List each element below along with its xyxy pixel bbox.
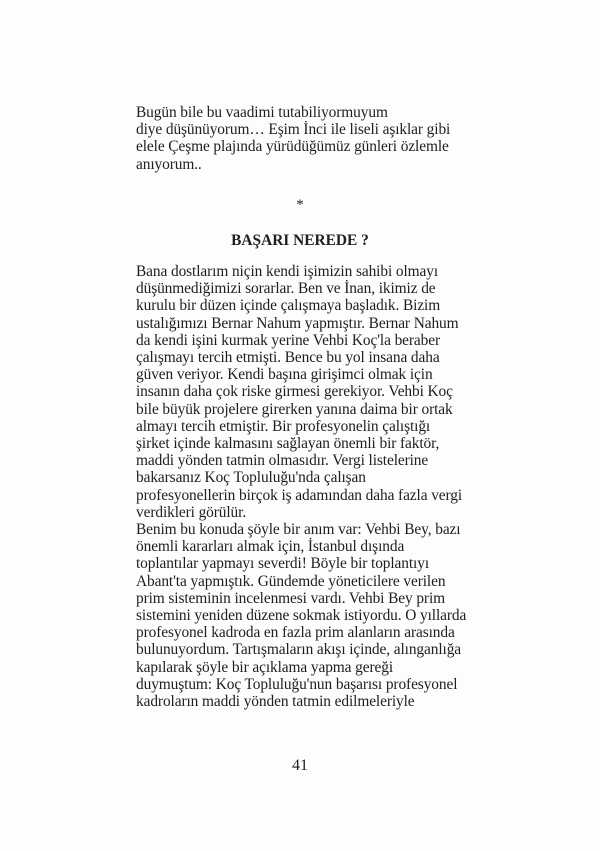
text-line: profesyonel kadroda en fazla prim alanların arasında bbox=[136, 624, 455, 642]
text-line: maddi yönden tatmin olmasıdır. Vergi listelerine bbox=[136, 452, 429, 470]
text-line: diye düşünüyorum… Eşim İnci ile liseli aşıklar gibi bbox=[136, 121, 451, 139]
section-separator: * bbox=[296, 197, 304, 213]
text-line: ustalığımızı Bernar Nahum yapmıştır. Bernar Nahum bbox=[136, 314, 459, 332]
text-line: da kendi işini kurmak yerine Vehbi Koç'la beraber bbox=[136, 331, 441, 349]
text-line: Bana dostlarım niçin kendi işimizin sahibi olmayı bbox=[136, 263, 439, 280]
text-line: almayı tercih etmiştir. Bir profesyonelin çalıştığı bbox=[136, 417, 431, 435]
text-line: çalışmayı tercih etmişti. Bence bu yol insana daha bbox=[136, 349, 440, 367]
page-number: 41 bbox=[292, 757, 308, 774]
text-line: prim sisteminin incelenmesi vardı. Vehbi Bey prim bbox=[136, 589, 445, 607]
text-line: sistemini yeniden düzene sokmak istiyordu. O yıllarda bbox=[136, 607, 467, 625]
text-line: kadroların maddi yönden tatmin edilmeleriyle bbox=[136, 693, 415, 711]
text-line: Bugün bile bu vaadimi tutabiliyormuyum bbox=[136, 104, 388, 121]
text-line: kapılarak şöyle bir açıklama yapma gereği bbox=[136, 658, 394, 676]
text-line: toplantılar yapmayı severdi! Böyle bir toplantıyı bbox=[136, 555, 430, 573]
text-line: elele Çeşme plajında yürüdüğümüz günleri özlemle bbox=[136, 138, 449, 156]
text-line: insanın daha çok riske girmesi gerekiyor. Vehbi Koç bbox=[136, 383, 453, 401]
text-line: Benim bu konuda şöyle bir anım var: Vehbi Bey, bazı bbox=[136, 521, 461, 539]
text-line: bakarsanız Koç Topluluğu'nda çalışan bbox=[136, 469, 366, 487]
section-heading: BAŞARI NEREDE ? bbox=[231, 232, 369, 249]
text-line: şirket içinde kalmasını sağlayan önemli bir faktör, bbox=[136, 435, 440, 453]
text-line: profesyonellerin birçok iş adamından daha fazla vergi bbox=[136, 486, 463, 504]
text-line: bulunuyordum. Tartışmaların akışı içinde, alınganlığa bbox=[136, 641, 462, 659]
intro-paragraph bbox=[136, 104, 476, 173]
body-paragraph bbox=[136, 263, 476, 710]
text-line: kurulu bir düzen içinde çalışmaya başladık. Bizim bbox=[136, 297, 441, 315]
text-line: düşünmediğimizi sorarlar. Ben ve İnan, ikimiz de bbox=[136, 280, 436, 298]
text-line: önemli kararları almak için, İstanbul dışında bbox=[136, 538, 405, 556]
text-line: güven veriyor. Kendi başına girişimci olmak için bbox=[136, 366, 433, 384]
text-line: anıyorum.. bbox=[136, 155, 202, 173]
text-line: duymuştum: Koç Topluluğu'nun başarısı profesyonel bbox=[136, 675, 458, 693]
text-line: verdikleri görülür. bbox=[136, 503, 247, 521]
text-line: Abant'ta yapmıştık. Gündemde yöneticilere verilen bbox=[136, 572, 446, 590]
text-line: bile büyük projelere girerken yanına daima bir ortak bbox=[136, 400, 453, 418]
